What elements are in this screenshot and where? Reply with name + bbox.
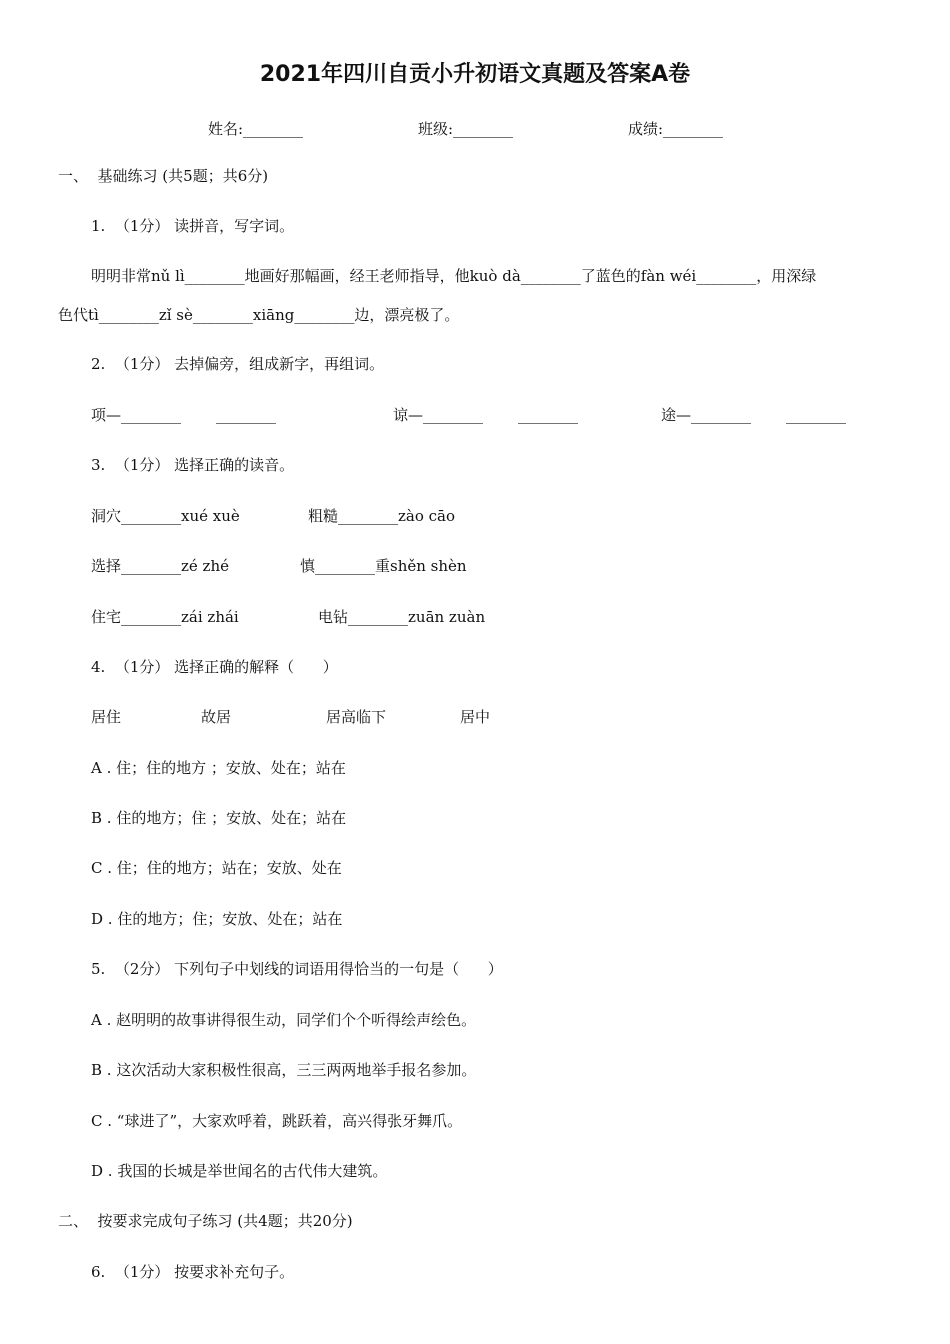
question-1-line-2: 色代tì________zǐ sè________xiāng________边，漂亮极了。 [58, 306, 460, 324]
question-2-item: ________ [518, 406, 578, 424]
question-4-option-b: B . 住的地方；住 ；安放、处在；站在 [91, 809, 347, 827]
section-heading-1: 一、 基础练习 (共5题；共6分) [58, 167, 269, 185]
question-2-item: 途—________ [661, 406, 752, 424]
question-2-item: ________ [786, 406, 846, 424]
question-4-word: 居中 [460, 708, 491, 726]
question-1-line-1: 明明非常nǔ lì________地画好那幅画，经王老师指导，他kuò dà________了蓝色的fàn wéi________，用深绿 [91, 267, 817, 285]
question-5-option-b: B . 这次活动大家积极性很高，三三两两地举手报名参加。 [91, 1061, 477, 1079]
page-title: 2021年四川自贡小升初语文真题及答案A卷 [259, 62, 691, 87]
question-4-word: 居住 [91, 708, 122, 726]
question-5-option-c: C . “球进了”，大家欢呼着，跳跃着，高兴得张牙舞爪。 [91, 1112, 463, 1130]
question-4-option-c: C . 住；住的地方；站在；安放、处在 [91, 859, 342, 877]
question-3-item: 住宅________zái zhái [91, 608, 239, 626]
question-2-item: 谅—________ [393, 406, 484, 424]
question-5-option-a: A . 赵明明的故事讲得很生动，同学们个个听得绘声绘色。 [91, 1011, 477, 1029]
question-4-word: 居高临下 [326, 708, 387, 726]
question-4-option-a: A . 住；住的地方 ；安放、处在；站在 [91, 759, 346, 777]
question-6-stem: 6. （1分） 按要求补充句子。 [91, 1263, 295, 1281]
question-4-word: 故居 [201, 708, 232, 726]
question-4-option-d: D . 住的地方；住；安放、处在；站在 [91, 910, 343, 928]
question-3-item: 洞穴________xué xuè [91, 507, 240, 525]
class-field: 班级:________ [418, 120, 514, 138]
section-heading-2: 二、 按要求完成句子练习 (共4题；共20分) [58, 1212, 353, 1230]
question-4-stem: 4. （1分） 选择正确的解释（ ） [91, 658, 338, 676]
question-3-item: 电钻________zuān zuàn [318, 608, 486, 626]
name-field: 姓名:________ [208, 120, 304, 138]
question-2-item: ________ [216, 406, 276, 424]
question-2-stem: 2. （1分） 去掉偏旁，组成新字，再组词。 [91, 355, 385, 373]
question-3-item: 慎________重shěn shèn [300, 557, 467, 575]
question-5-stem: 5. （2分） 下列句子中划线的词语用得恰当的一句是（ ） [91, 960, 503, 978]
question-5-option-d: D . 我国的长城是举世闻名的古代伟大建筑。 [91, 1162, 388, 1180]
question-2-item: 项—________ [91, 406, 182, 424]
question-3-item: 粗糙________zào cāo [308, 507, 456, 525]
question-3-stem: 3. （1分） 选择正确的读音。 [91, 456, 295, 474]
score-field: 成绩:________ [628, 120, 724, 138]
question-3-item: 选择________zé zhé [91, 557, 229, 575]
question-1-stem: 1. （1分） 读拼音，写字词。 [91, 217, 295, 235]
